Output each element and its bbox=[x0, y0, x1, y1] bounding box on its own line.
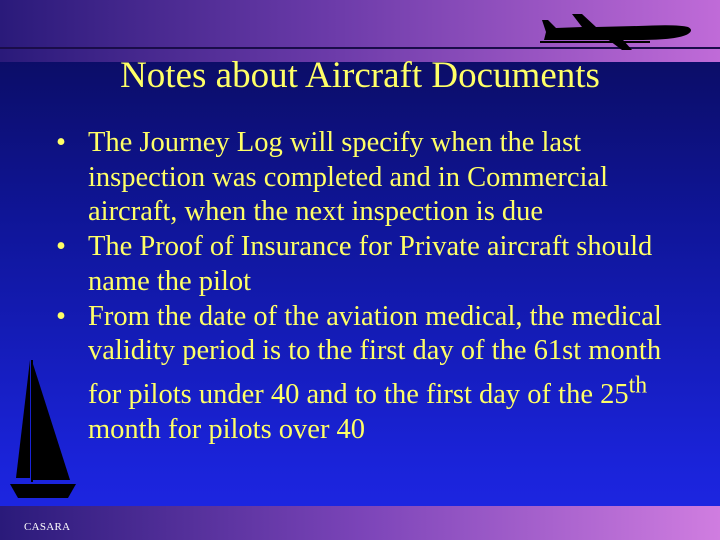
bullet-list bbox=[56, 126, 686, 448]
bullet-text-main: From the date of the aviation medical, the medical validity period is to the first day of the 61st month for pilots under 40 and to the first day of the 25 bbox=[88, 300, 662, 411]
footer-label: CASARA bbox=[24, 521, 71, 533]
bullet-marker: • bbox=[56, 300, 66, 332]
ordinal-suffix: th bbox=[628, 372, 648, 399]
bullet-text-tail: month for pilots over 40 bbox=[88, 414, 366, 446]
bullet-text: The Proof of Insurance for Private aircraft should name the pilot bbox=[88, 231, 653, 297]
bullet-marker: • bbox=[56, 231, 66, 263]
footer-band bbox=[0, 506, 720, 540]
bullet-item bbox=[56, 230, 686, 299]
bullet-text bbox=[88, 301, 662, 446]
bullet-text: The Journey Log will specify when the last inspection was completed and in Commercial aircraft, when the next inspection is due bbox=[88, 127, 608, 228]
slide-title: Notes about Aircraft Documents bbox=[120, 55, 600, 96]
bullet-item bbox=[56, 300, 686, 448]
bullet-marker: • bbox=[56, 127, 66, 158]
airplane-icon bbox=[538, 10, 698, 52]
bullet-item bbox=[56, 126, 686, 230]
